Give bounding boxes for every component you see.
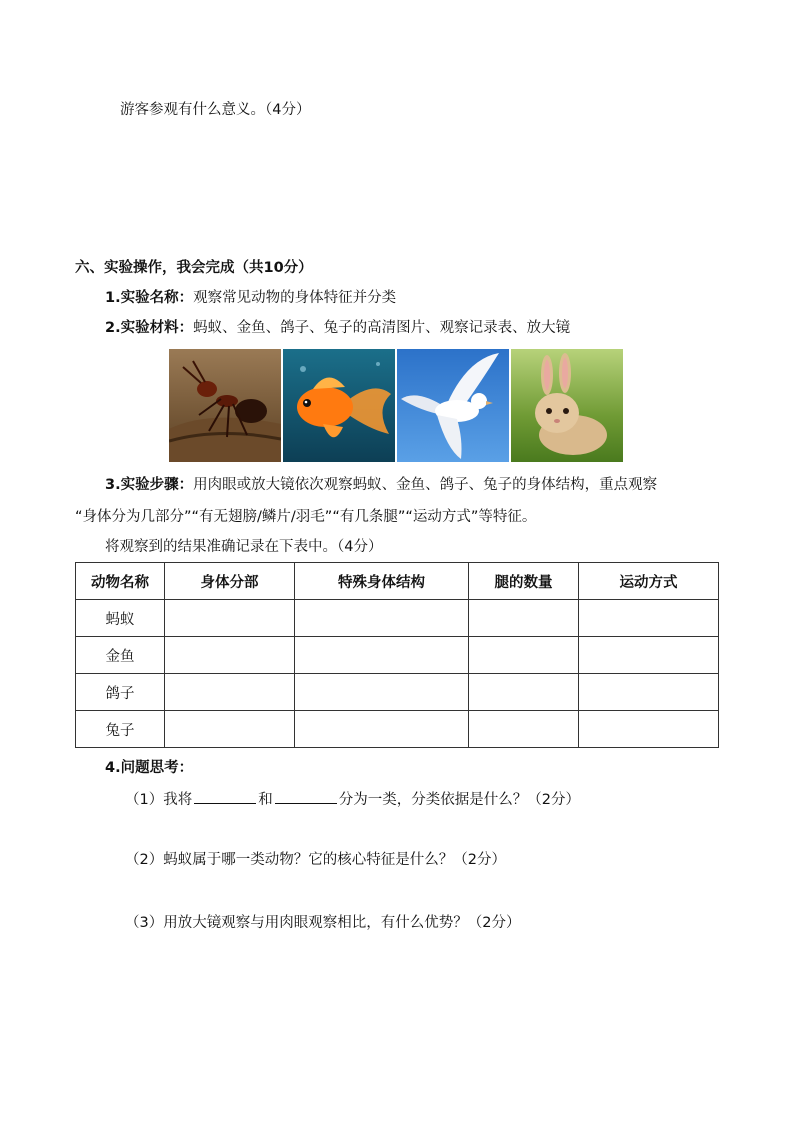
item-3-text-line1: 用肉眼或放大镜依次观察蚂蚁、金鱼、鸽子、兔子的身体结构，重点观察 xyxy=(193,477,658,493)
answer-cell[interactable] xyxy=(165,637,295,674)
answer-cell[interactable] xyxy=(469,711,579,748)
question-2: （2）蚂蚁属于哪一类动物？它的核心特征是什么？（2分） xyxy=(125,852,506,868)
answer-cell[interactable] xyxy=(579,674,719,711)
answer-cell[interactable] xyxy=(579,637,719,674)
animal-name-cell: 蚂蚁 xyxy=(76,600,165,637)
table-row xyxy=(76,674,719,711)
table-header: 特殊身体结构 xyxy=(295,563,469,600)
item-3-text-line2: “身体分为几部分”“有无翅膀/鳞片/羽毛”“有几条腿”“运动方式”等特征。 xyxy=(75,509,537,525)
rabbit-photo xyxy=(511,349,623,462)
answer-cell[interactable] xyxy=(295,674,469,711)
table-header: 运动方式 xyxy=(579,563,719,600)
question-3: （3）用放大镜观察与用肉眼观察相比，有什么优势？（2分） xyxy=(125,915,521,931)
animal-name-cell: 鸽子 xyxy=(76,674,165,711)
table-header: 腿的数量 xyxy=(469,563,579,600)
item-1-label: 1.实验名称： xyxy=(105,290,194,306)
answer-cell[interactable] xyxy=(579,600,719,637)
record-instruction: 将观察到的结果准确记录在下表中。（4分） xyxy=(105,539,383,555)
table-row xyxy=(76,711,719,748)
goldfish-photo xyxy=(283,349,395,462)
ant-photo xyxy=(169,349,281,462)
answer-cell[interactable] xyxy=(295,637,469,674)
answer-cell[interactable] xyxy=(165,711,295,748)
item-2 xyxy=(105,318,570,338)
question-1 xyxy=(125,788,580,810)
answer-cell[interactable] xyxy=(295,600,469,637)
answer-blank-1[interactable] xyxy=(194,788,256,804)
observation-table xyxy=(75,562,719,748)
table-header-row xyxy=(76,563,719,600)
answer-cell[interactable] xyxy=(165,600,295,637)
item-3-label: 3.实验步骤： xyxy=(105,477,194,493)
item-3 xyxy=(105,475,657,495)
table-header: 身体分部 xyxy=(165,563,295,600)
question-1-suffix: 分为一类，分类依据是什么？（2分） xyxy=(338,792,580,808)
intro-text: 游客参观有什么意义。（4分） xyxy=(120,102,311,118)
item-4-label: 4.问题思考： xyxy=(105,760,194,776)
item-1 xyxy=(105,288,396,308)
table-row xyxy=(76,637,719,674)
table-row xyxy=(76,600,719,637)
item-1-text: 观察常见动物的身体特征并分类 xyxy=(193,290,397,306)
animal-name-cell: 兔子 xyxy=(76,711,165,748)
item-2-label: 2.实验材料： xyxy=(105,320,194,336)
answer-cell[interactable] xyxy=(469,600,579,637)
animal-name-cell: 金鱼 xyxy=(76,637,165,674)
dove-photo xyxy=(397,349,509,462)
answer-cell[interactable] xyxy=(469,637,579,674)
answer-cell[interactable] xyxy=(295,711,469,748)
question-1-and: 和 xyxy=(258,792,273,808)
section-heading: 六、实验操作，我会完成（共10分） xyxy=(75,260,313,276)
table-header: 动物名称 xyxy=(76,563,165,600)
answer-cell[interactable] xyxy=(469,674,579,711)
answer-blank-2[interactable] xyxy=(275,788,337,804)
answer-cell[interactable] xyxy=(579,711,719,748)
question-1-prefix: （1）我将 xyxy=(125,792,193,808)
item-2-text: 蚂蚁、金鱼、鸽子、兔子的高清图片、观察记录表、放大镜 xyxy=(193,320,571,336)
answer-cell[interactable] xyxy=(165,674,295,711)
animal-photos xyxy=(169,349,624,462)
